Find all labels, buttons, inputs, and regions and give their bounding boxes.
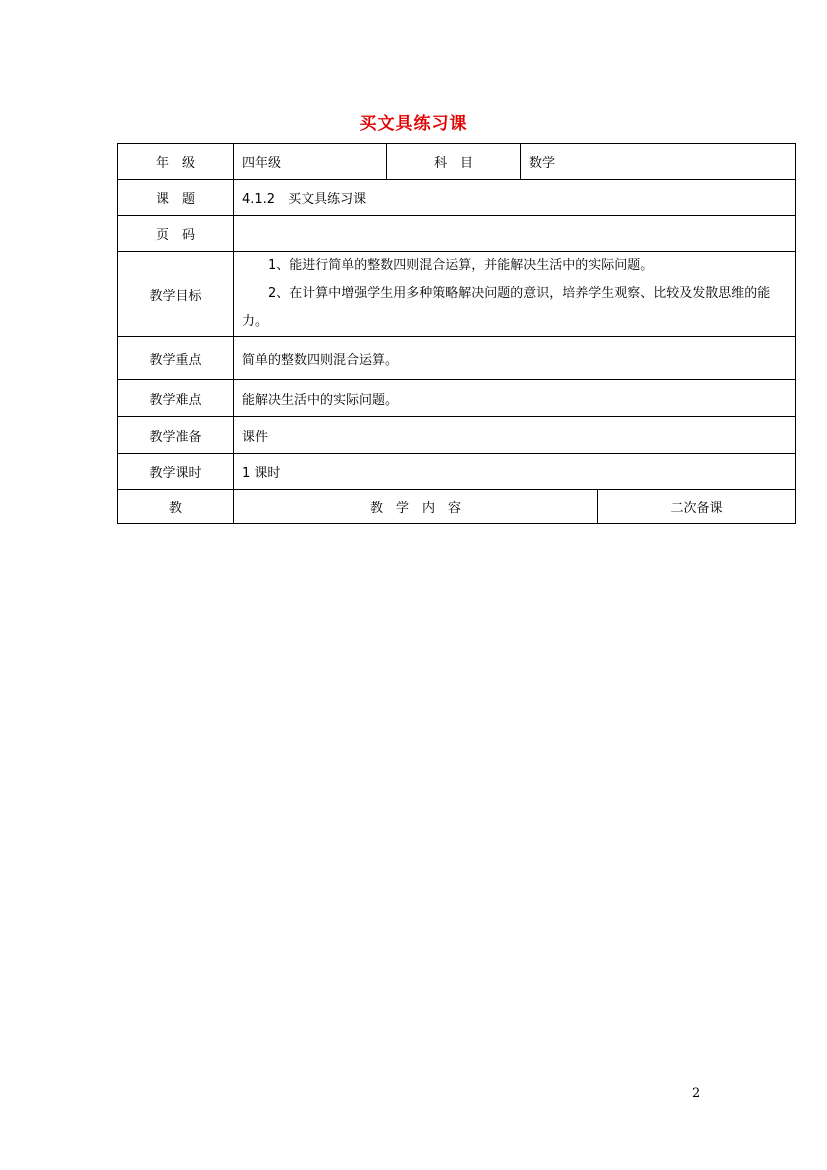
content-header-row <box>118 490 796 524</box>
goals-cell <box>234 252 796 337</box>
document-title: 买文具练习课 <box>359 114 468 134</box>
periods-label: 教学课时 <box>118 454 234 490</box>
grade-row <box>118 144 796 180</box>
grade-label: 年 级 <box>118 144 234 180</box>
page-number: 2 <box>692 1086 701 1101</box>
topic-row <box>118 180 796 216</box>
preparation-value: 课件 <box>234 417 796 454</box>
key-points-row <box>118 337 796 380</box>
page-value <box>234 216 796 252</box>
topic-value: 4.1.2 买文具练习课 <box>234 180 796 216</box>
content-header-col1: 教 <box>118 490 234 524</box>
page-row <box>118 216 796 252</box>
topic-label: 课 题 <box>118 180 234 216</box>
difficulties-value: 能解决生活中的实际问题。 <box>234 380 796 417</box>
content-header-col2: 教 学 内 容 <box>234 490 598 524</box>
preparation-row <box>118 417 796 454</box>
difficulties-label: 教学难点 <box>118 380 234 417</box>
subject-value: 数学 <box>521 144 796 180</box>
difficulties-row <box>118 380 796 417</box>
goals-row <box>118 252 796 337</box>
goal-item-2: 2、在计算中增强学生用多种策略解决问题的意识，培养学生观察、比较及发散思维的能力。 <box>242 286 771 329</box>
lesson-info-table <box>117 143 796 524</box>
page-label: 页 码 <box>118 216 234 252</box>
goal-item-1: 1、能进行简单的整数四则混合运算，并能解决生活中的实际问题。 <box>268 258 654 273</box>
content-header-col3: 二次备课 <box>598 490 796 524</box>
preparation-label: 教学准备 <box>118 417 234 454</box>
key-points-label: 教学重点 <box>118 337 234 380</box>
key-points-value: 简单的整数四则混合运算。 <box>234 337 796 380</box>
periods-value: 1 课时 <box>234 454 796 490</box>
periods-row <box>118 454 796 490</box>
goals-label: 教学目标 <box>118 252 234 337</box>
subject-label: 科 目 <box>387 144 521 180</box>
grade-value: 四年级 <box>234 144 387 180</box>
